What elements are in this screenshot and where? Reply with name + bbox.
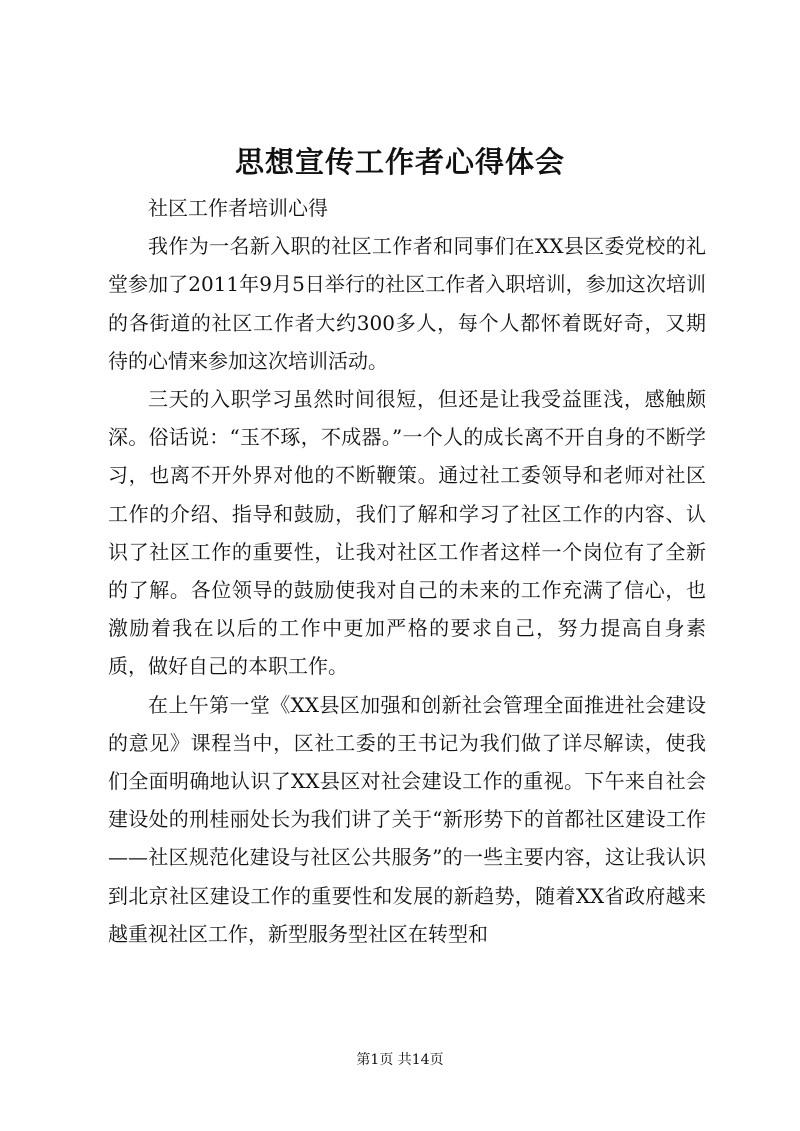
- document-body: [108, 189, 706, 953]
- document-title: 思想宣传工作者心得体会: [234, 145, 565, 179]
- subtitle-paragraph: 社区工作者培训心得: [148, 196, 328, 220]
- body-paragraph-3: 在上午第一堂《XX县区加强和创新社会管理全面推进社会建设的意见》课程当中，区社工委的王书记为我们做了详尽解读，使我们全面明确地认识了XX县区对社会建设工作的重视。下午来自社会建设处的刑桂丽处长为我们讲了关于“新形势下的首都社区建设工作——社区规范化建设与社区公共服务”的一些主要内容，这让我认识到北京社区建设工作的重要性和发展的新趋势，随着XX省政府越来越重视社区工作，新型服务型社区在转型和: [108, 692, 706, 946]
- body-paragraph-1: 我作为一名新入职的社区工作者和同事们在XX县区委党校的礼堂参加了2011年9月5日举行的社区工作者入职培训，参加这次培训的各街道的社区工作者大约300多人，每个人都怀着既好奇，又期待的心情来参加这次培训活动。: [108, 234, 706, 373]
- page-footer: 第1页 共14页: [356, 1052, 444, 1068]
- body-paragraph-2: 三天的入职学习虽然时间很短，但还是让我受益匪浅，感触颇深。俗话说：“玉不琢，不成器。”一个人的成长离不开自身的不断学习，也离不开外界对他的不断鞭策。通过社工委领导和老师对社区工作的介绍、指导和鼓励，我们了解和学习了社区工作的内容、认识了社区工作的重要性，让我对社区工作者这样一个岗位有了全新的了解。各位领导的鼓励使我对自己的未来的工作充满了信心，也激励着我在以后的工作中更加严格的要求自己，努力提高自身素质，做好自己的本职工作。: [108, 387, 706, 679]
